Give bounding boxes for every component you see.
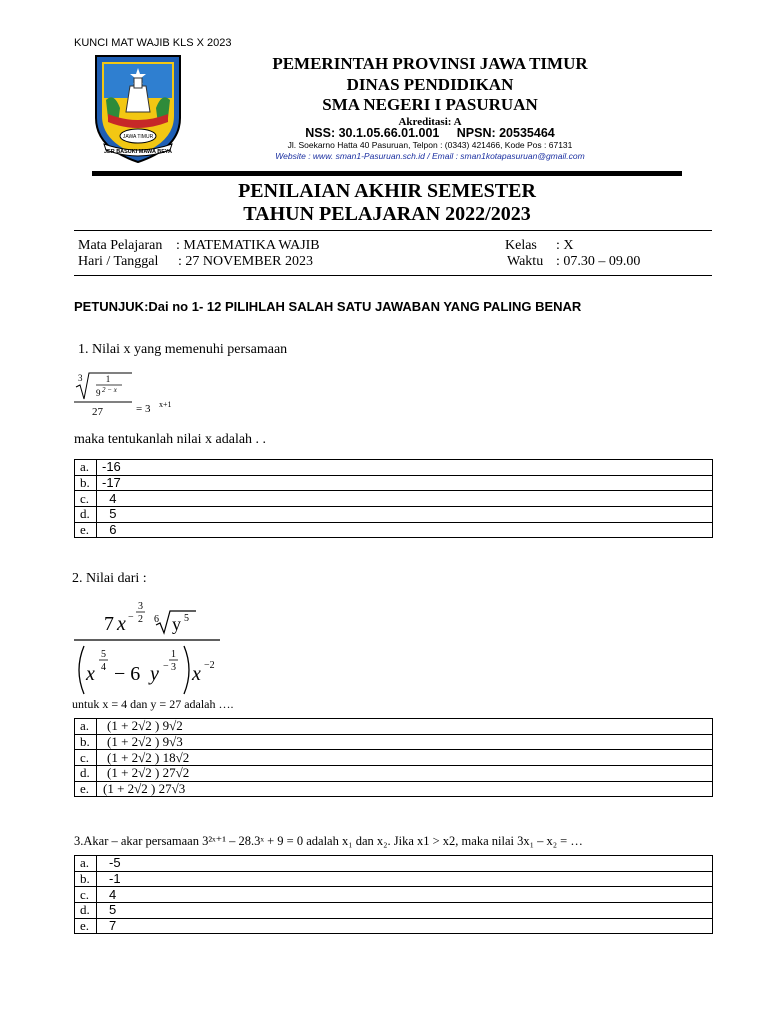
option-value: 4 [97,491,713,507]
option-letter: d. [75,766,97,782]
date-label: Hari / Tanggal [78,254,159,269]
question-3-options [74,855,713,934]
den-minus: − 6 [114,663,141,685]
option-letter: a. [75,460,97,476]
option-row[interactable] [75,856,713,872]
question-3-text: 3.Akar – akar persamaan 3²ˣ⁺¹ – 28.3ˣ + 9 = 0 adalah x₁ dan x₂. Jika x1 > x2, maka nilai 3x₁ – x₂ = … [74,834,583,848]
den-y-exp-den: 3 [171,662,176,673]
exam-title: PENILAIAN AKHIR SEMESTER [238,180,536,202]
info-divider [74,275,712,276]
num-exp-den: 2 [138,614,143,625]
class-label: Kelas [505,238,537,253]
emblem-motto-text: JER BASUKI MAWA BEYA [103,149,173,155]
question-2-followup: untuk x = 4 dan y = 27 adalah …. [72,697,234,711]
option-row[interactable] [75,522,713,538]
right-paren [184,646,189,694]
option-letter: c. [75,491,97,507]
subject-value: : MATEMATIKA WAJIB [176,238,320,253]
time-value: : 07.30 – 09.00 [556,254,641,269]
num-exp-num: 3 [138,601,143,612]
option-value: (1 + 2√2 ) 9√3 [97,734,713,750]
option-row[interactable] [75,475,713,491]
den-y-exp-minus: − [163,661,169,672]
den-x-exp-num: 5 [101,649,106,660]
option-value: (1 + 2√2 ) 9√2 [97,719,713,735]
den-x: x [86,663,95,685]
root-den-base: 9 [96,388,101,398]
option-letter: e. [75,918,97,934]
option-value: (1 + 2√2 ) 27√2 [97,766,713,782]
option-value: 5 [97,903,713,919]
option-value: -1 [97,871,713,887]
option-letter: d. [75,903,97,919]
option-letter: b. [75,871,97,887]
den-y: y [150,663,159,685]
num-coef: 7 [104,613,114,635]
question-2-text: 2. Nilai dari : [72,571,147,586]
option-value: (1 + 2√2 ) 18√2 [97,750,713,766]
time-label: Waktu [507,254,544,269]
den-x-exp-den: 4 [101,662,106,673]
question-2-options [74,718,713,797]
option-row[interactable] [75,507,713,523]
option-value: -16 [97,460,713,476]
emblem-ribbon-text: JAWA TIMUR [122,134,154,140]
date-value: : 27 NOVEMBER 2023 [178,254,313,269]
option-value: 4 [97,887,713,903]
question-1-text: 1. Nilai x yang memenuhi persamaan [78,342,288,357]
header-divider [92,171,682,176]
left-paren [79,646,84,694]
title-divider [74,230,712,231]
option-row[interactable] [75,887,713,903]
num-var: x [117,613,126,635]
num-root-exp: 5 [184,613,189,624]
header-school: SMA NEGERI I PASURUAN [322,95,538,114]
option-row[interactable] [75,918,713,934]
root-numerator: 1 [105,374,111,384]
option-letter: a. [75,719,97,735]
root-index: 3 [78,373,83,383]
option-row[interactable] [75,491,713,507]
option-value: 6 [97,522,713,538]
num-root-index: 6 [154,614,159,625]
option-row[interactable] [75,719,713,735]
option-letter: b. [75,475,97,491]
header-government: PEMERINTAH PROVINSI JAWA TIMUR [272,54,588,73]
option-row[interactable] [75,734,713,750]
header-website: Website : www. sman1-Pasuruan.sch.id / Email : sman1kotapasuruan@gmail.com [275,151,585,161]
den-y-exp-num: 1 [171,649,176,660]
formula-rhs: = 3 [136,403,151,415]
question-2-formula [72,596,232,700]
formula-denominator: 27 [92,406,103,418]
exam-year: TAHUN PELAJARAN 2022/2023 [243,203,531,225]
option-row[interactable] [75,460,713,476]
monument-top [134,78,142,88]
header-department: DINAS PENDIDIKAN [346,75,514,94]
option-row[interactable] [75,750,713,766]
option-letter: b. [75,734,97,750]
option-value: 7 [97,918,713,934]
option-letter: c. [75,750,97,766]
num-exp-minus: − [128,612,134,623]
option-value: -17 [97,475,713,491]
instructions: PETUNJUK:Dai no 1- 12 PILIHLAH SALAH SATU JAWABAN YANG PALING BENAR [74,299,582,314]
option-letter: d. [75,507,97,523]
class-value: : X [556,238,574,253]
root-den-exp: 2 − x [102,386,117,394]
option-row[interactable] [75,766,713,782]
monument-icon [126,86,150,112]
option-letter: c. [75,887,97,903]
option-row[interactable] [75,871,713,887]
den-outer-exp: −2 [204,660,215,671]
option-letter: e. [75,781,97,797]
document-code: KUNCI MAT WAJIB KLS X 2023 [74,37,232,49]
header-accreditation: Akreditasi: A [398,116,462,128]
header-address: Jl. Soekarno Hatta 40 Pasuruan, Telpon : (0343) 421466, Kode Pos : 67131 [287,140,573,150]
header-ids: NSS: 30.1.05.66.01.001 NPSN: 20535464 [305,126,555,140]
formula-rhs-exp: x+1 [159,400,172,409]
question-1-options [74,459,713,538]
question-1-formula [72,370,222,422]
option-row[interactable] [75,781,713,797]
question-1-followup: maka tentukanlah nilai x adalah . . [74,432,267,447]
option-letter: e. [75,522,97,538]
option-value: -5 [97,856,713,872]
den-outer-x: x [192,663,201,685]
option-letter: a. [75,856,97,872]
option-row[interactable] [75,903,713,919]
option-value: 5 [97,507,713,523]
subject-label: Mata Pelajaran [78,238,163,253]
option-value: (1 + 2√2 ) 27√3 [97,781,713,797]
num-root-var: y [172,614,181,634]
